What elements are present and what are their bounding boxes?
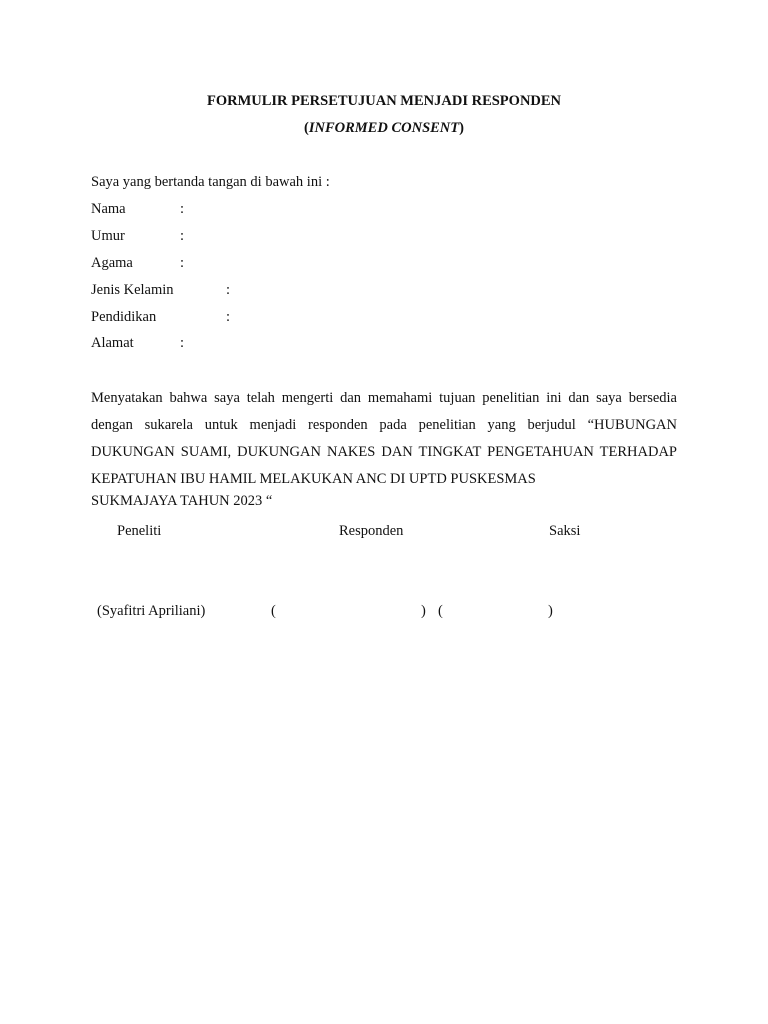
field-colon-pendidikan: : [226, 309, 231, 325]
field-colon-umur: : [180, 228, 185, 244]
signature-saksi-close: ) [548, 603, 553, 619]
field-label-umur: Umur [91, 228, 125, 244]
signature-label-saksi: Saksi [549, 523, 581, 539]
field-label-nama: Nama [91, 201, 126, 217]
subtitle-open-paren: ( [304, 120, 309, 136]
field-label-pendidikan: Pendidikan [91, 309, 157, 325]
signature-responden-open: ( [271, 603, 276, 619]
field-colon-jenis-kelamin: : [226, 282, 231, 298]
field-colon-alamat: : [180, 335, 185, 351]
subtitle-informed-consent: INFORMED CONSENT [308, 120, 460, 136]
consent-statement: Menyatakan bahwa saya telah mengerti dan memahami tujuan penelitian ini dan saya bersedia dengan sukarela untuk menjadi responden pada penelitian yang berjudul “HUBUNGAN DUKUNGAN SUAMI, DUKUNGAN NAKES DAN TINGKAT PENGETAHUAN TERHADAP KEPATUHAN IBU HAMIL MELAKUKAN ANC DI UPTD PUSKESMAS [91, 390, 677, 487]
intro-text: Saya yang bertanda tangan di bawah ini : [91, 174, 330, 190]
consent-statement-tail: SUKMAJAYA TAHUN 2023 “ [91, 493, 273, 509]
field-label-jenis-kelamin: Jenis Kelamin [91, 282, 174, 298]
subtitle-close-paren: ) [459, 120, 464, 136]
signature-label-responden: Responden [339, 523, 404, 539]
field-label-alamat: Alamat [91, 335, 134, 351]
signature-saksi-open: ( [438, 603, 443, 619]
signature-responden-close: ) [421, 603, 426, 619]
document-subtitle [0, 120, 768, 137]
field-colon-nama: : [180, 201, 185, 217]
signature-name-peneliti: (Syafitri Apriliani) [97, 603, 206, 619]
signature-label-peneliti: Peneliti [117, 523, 162, 539]
field-label-agama: Agama [91, 255, 133, 271]
field-colon-agama: : [180, 255, 185, 271]
document-title: FORMULIR PERSETUJUAN MENJADI RESPONDEN [206, 93, 562, 109]
